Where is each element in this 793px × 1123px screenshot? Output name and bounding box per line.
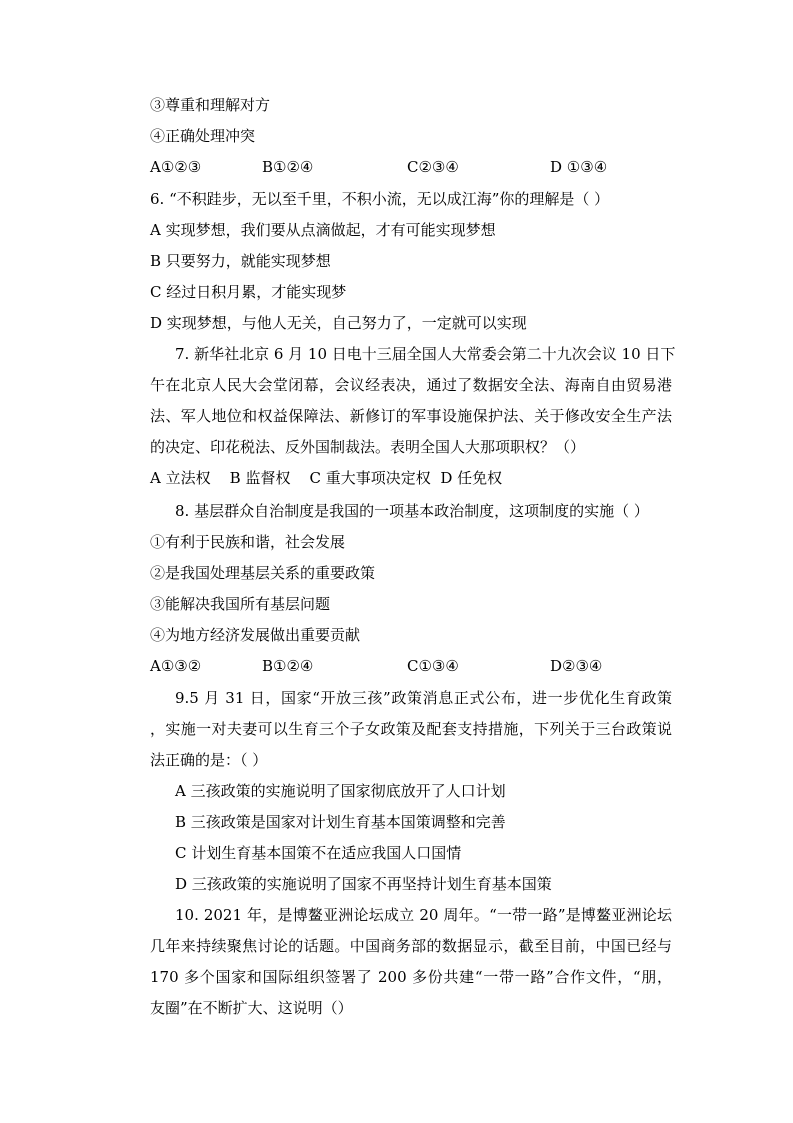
q5-option-a: A①②③: [150, 158, 202, 176]
q7-stem-line: 的决定、印花税法、反外国制裁法。表明全国人大那项职权？（）: [150, 438, 586, 456]
q6-stem: 6. “不积跬步，无以至千里，不积小流，无以成江海”你的理解是（ ）: [150, 190, 610, 208]
q9-stem-line: 9.5 月 31 日，国家“开放三孩”政策消息正式公布，进一步优化生育政策: [175, 689, 672, 707]
q7-options: A 立法权 B 监督权 C 重大事项决定权 D 任免权: [150, 469, 503, 487]
q5-option-c: C②③④: [407, 158, 459, 176]
q5-item-4: ④正确处理冲突: [150, 127, 256, 145]
q6-option-a: A 实现梦想，我们要从点滴做起，才有可能实现梦想: [150, 221, 496, 239]
q8-option-b: B①②④: [262, 657, 314, 675]
q7-stem-line: 7. 新华社北京 6 月 10 日电十三届全国人大常委会第二十九次会议 10 日下: [175, 345, 676, 363]
q8-stem: 8. 基层群众自治制度是我国的一项基本政治制度，这项制度的实施（ ）: [175, 502, 649, 520]
q6-option-d: D 实现梦想，与他人无关，自己努力了，一定就可以实现: [150, 314, 527, 332]
q10-stem-line: 170 多个国家和国际组织签署了 200 多份共建“一带一路”合作文件，“朋，: [150, 968, 672, 986]
q8-item-1: ①有利于民族和谐，社会发展: [150, 533, 346, 551]
q5-option-b: B①②④: [262, 158, 314, 176]
q10-stem-line: 几年来持续聚焦讨论的话题。中国商务部的数据显示，截至目前，中国已经与: [150, 937, 672, 955]
q10-stem-line: 友圈”在不断扩大、这说明（）: [150, 999, 353, 1017]
q8-option-c: C①③④: [407, 657, 459, 675]
q6-option-c: C 经过日积月累，才能实现梦: [150, 283, 347, 301]
q9-option-b: B 三孩政策是国家对计划生育基本国策调整和完善: [175, 813, 506, 831]
q9-stem-line: ，实施一对夫妻可以生育三个子女政策及配套支持措施，下列关于三台政策说: [150, 720, 672, 738]
q9-option-d: D 三孩政策的实施说明了国家不再坚持计划生育基本国策: [175, 875, 552, 893]
q8-option-a: A①③②: [150, 657, 202, 675]
q9-option-a: A 三孩政策的实施说明了国家彻底放开了人口计划: [175, 782, 506, 800]
q5-option-d: D ①③④: [550, 158, 608, 176]
q8-item-4: ④为地方经济发展做出重要贡献: [150, 626, 361, 644]
q8-item-3: ③能解决我国所有基层问题: [150, 595, 331, 613]
q9-option-c: C 计划生育基本国策不在适应我国人口国情: [175, 844, 462, 862]
q10-stem-line: 10. 2021 年，是博鳌亚洲论坛成立 20 周年。“一带一路”是博鳌亚洲论坛: [175, 906, 672, 924]
q5-item-3: ③尊重和理解对方: [150, 96, 271, 114]
q6-option-b: B 只要努力，就能实现梦想: [150, 252, 331, 270]
q8-option-d: D②③④: [550, 657, 603, 675]
q8-item-2: ②是我国处理基层关系的重要政策: [150, 564, 376, 582]
q9-stem-line: 法正确的是：（ ）: [150, 751, 268, 769]
q7-stem-line: 法、军人地位和权益保障法、新修订的军事设施保护法、关于修改安全生产法: [150, 407, 672, 425]
q7-stem-line: 午在北京人民大会堂闭幕，会议经表决，通过了数据安全法、海南自由贸易港: [150, 376, 672, 394]
